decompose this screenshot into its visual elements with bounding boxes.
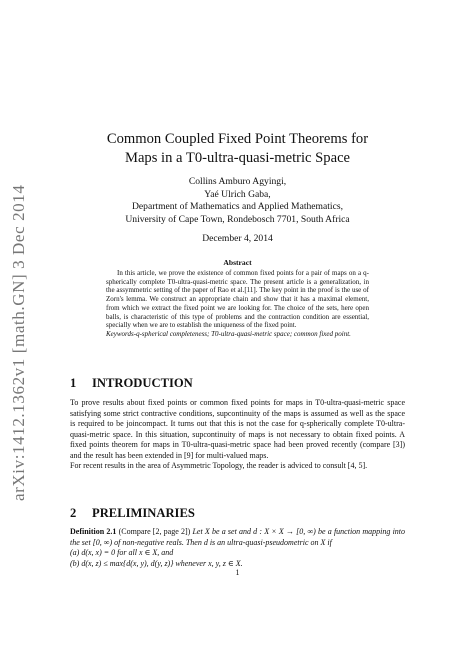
author-1: Collins Amburo Agyingi,: [188, 176, 287, 187]
abstract-block: [106, 269, 369, 339]
section-number: 1: [70, 376, 77, 390]
keywords: Keywords-q-spherical completeness; T0-ultra-quasi-metric space; common fixed point.: [106, 329, 351, 338]
affiliation-1: Department of Mathematics and Applied Mathematics,: [131, 201, 343, 213]
definition-text: Let X be a set and d : X × X → [0, ∞) be a function mapping into the set [0, ∞) of non-negative reals. Then d is an ultra-quasi-pseudometric on X if: [70, 527, 406, 547]
title-line-1: Common Coupled Fixed Point Theorems for: [106, 131, 369, 147]
section-number: 2: [70, 506, 77, 520]
arxiv-stamp: arXiv:1412.1362v1 [math.GN] 3 Dec 2014: [9, 184, 28, 502]
introduction-body: [70, 398, 405, 472]
abstract-heading: Abstract: [223, 258, 252, 267]
intro-paragraph-1: To prove results about fixed points or common fixed points for maps in T0-ultra-quasi-metric space satisfying some strict contractive conditions, supcontinuity of the maps is assumed as well as the space is required to be joincompact. It turns out that this is not the case for q-spherically complete T0-ultra-quasi-metric space. In this situation, supcontinuity of maps is not necessary to obtain fixed points. A fixed points theorem for maps in T0-ultra-quasi-metric space had been proved recently (compare [3]) and the result has been extended in [9] for multi-valued maps.: [70, 398, 405, 460]
definition-statement: [70, 527, 405, 548]
affiliation-2: University of Cape Town, Rondebosch 7701, South Africa: [125, 213, 350, 225]
page-number: 1: [235, 568, 240, 577]
definition-block: [70, 527, 405, 569]
intro-paragraph-2: For recent results in the area of Asymmetric Topology, the reader is adviced to consult [4, 5].: [70, 461, 368, 470]
paper-date: December 4, 2014: [202, 233, 273, 244]
definition-label: Definition 2.1: [70, 527, 117, 536]
author-block: [70, 176, 405, 226]
section-title: PRELIMINARIES: [92, 506, 195, 520]
section-heading-introduction: [70, 376, 405, 391]
definition-ref: (Compare [2, page 2]): [118, 527, 191, 536]
title-line-2: Maps in a T0-ultra-quasi-metric Space: [124, 150, 351, 166]
paper-title: [70, 130, 405, 168]
definition-item-b: (b) d(x, z) ≤ max{d(x, y), d(y, z)} whenever x, y, z ∈ X.: [70, 558, 243, 568]
section-heading-preliminaries: [70, 506, 405, 521]
abstract-text: In this article, we prove the existence of common fixed points for a pair of maps on a q-spherically complete T0-ultra-quasi-metric space. The present article is a generalization, in the assymmetric setting of the paper of Rao et al.[11]. The key point in the proof is the use of Zorn's lemma. We construct an appropriate chain and show that it has a maximal element, from which we extract the fixed point we are looking for. The choice of the sets, here open balls, is characteristic of this type of problems and the contraction condition are essential, specially when we are to establish the uniqueness of the fixed point.: [106, 269, 369, 330]
author-2: Yaé Ulrich Gaba,: [204, 188, 271, 200]
section-title: INTRODUCTION: [92, 376, 193, 390]
definition-item-a: (a) d(x, x) = 0 for all x ∈ X, and: [70, 548, 174, 558]
